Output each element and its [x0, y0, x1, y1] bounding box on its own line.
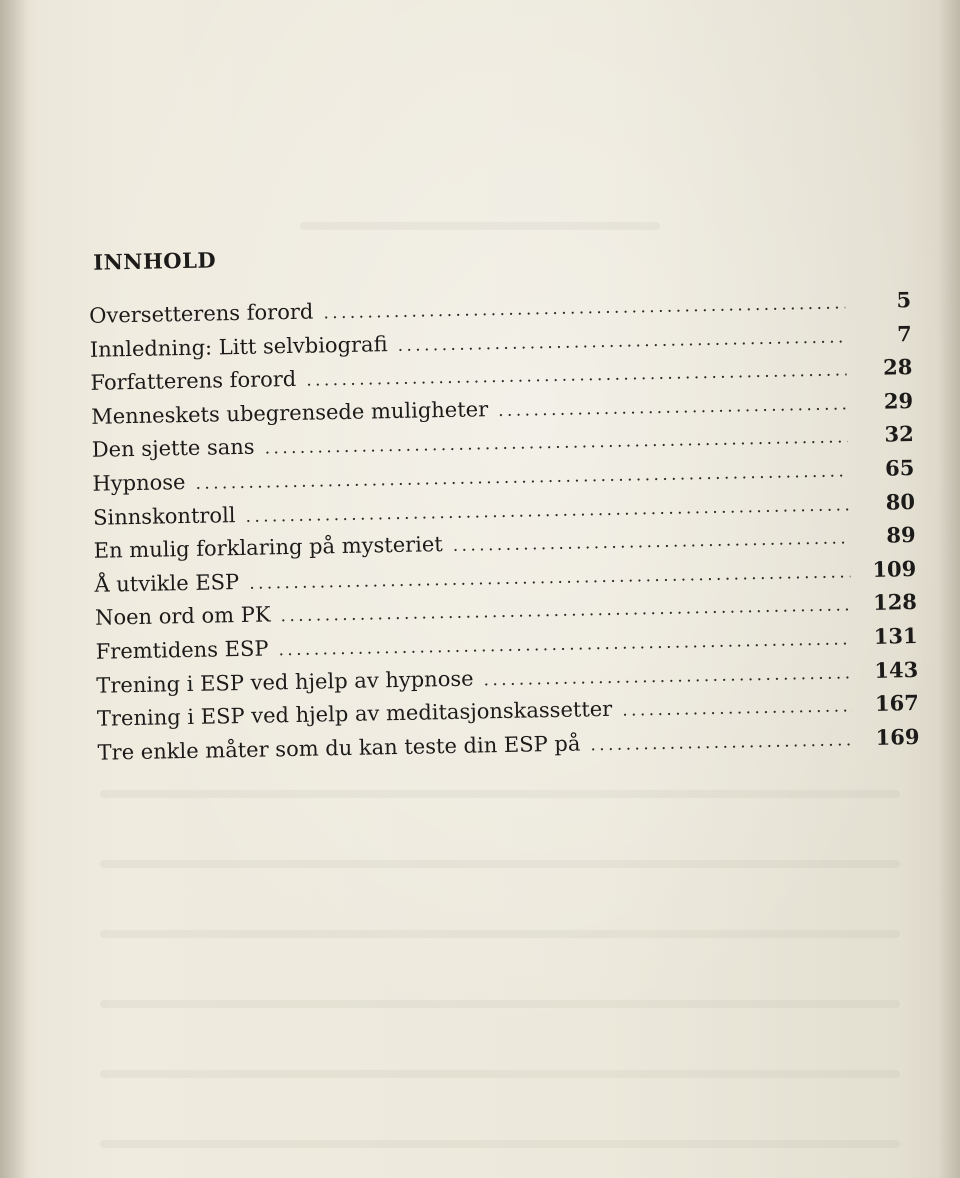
dot-leader [397, 327, 846, 356]
entry-title: Trening i ESP ved hjelp av meditasjonskassetter [96, 696, 613, 731]
entry-title: Å utvikle ESP [94, 569, 240, 597]
entry-title: Fremtidens ESP [95, 636, 269, 664]
page-number: 28 [882, 354, 913, 380]
dot-leader [323, 293, 845, 323]
page-number: 167 [874, 690, 920, 716]
dot-leader [249, 562, 850, 594]
dot-leader [453, 528, 850, 556]
entry-title: Oversetterens forord [89, 299, 314, 328]
page-number: 131 [873, 622, 918, 649]
entry-title: Den sjette sans [91, 435, 255, 463]
show-through [100, 930, 900, 938]
page-number: 109 [872, 555, 917, 582]
toc-title: INNHOLD [92, 247, 217, 275]
dot-leader [264, 428, 848, 459]
dot-leader [498, 394, 847, 421]
dot-leader [245, 495, 849, 527]
page-number: 5 [896, 287, 912, 313]
entry-title: Innledning: Litt selvbiografi [89, 331, 388, 362]
show-through [100, 1140, 900, 1148]
page-number: 7 [896, 320, 912, 346]
dot-leader [280, 596, 851, 627]
dot-leader [278, 629, 851, 660]
page-number: 128 [872, 589, 918, 616]
show-through [300, 222, 660, 230]
table-of-contents [80, 234, 920, 773]
entry-title: Forfatterens forord [90, 367, 297, 396]
dot-leader [590, 730, 854, 755]
show-through [100, 1070, 900, 1078]
page-number: 65 [884, 454, 915, 481]
show-through [100, 790, 900, 798]
entry-title: Trening i ESP ved hjelp av hypnose [96, 666, 474, 698]
dot-leader [195, 461, 848, 494]
entry-title: Menneskets ubegrensede muligheter [90, 396, 489, 429]
page-edge-shadow [938, 0, 960, 1178]
entry-title: En mulig forklaring på mysteriet [93, 532, 443, 563]
page-number: 143 [874, 656, 919, 683]
show-through [100, 860, 900, 868]
show-through [100, 1000, 900, 1008]
page-number: 29 [883, 387, 914, 414]
page-number: 169 [875, 723, 920, 750]
page-number: 89 [886, 522, 916, 548]
page-number: 80 [885, 488, 916, 515]
entry-title: Sinnskontroll [92, 502, 236, 530]
dot-leader [483, 663, 852, 690]
dot-leader [622, 696, 853, 720]
dot-leader [306, 360, 847, 390]
entry-title: Hypnose [92, 469, 186, 496]
toc-list [81, 287, 920, 773]
entry-title: Tre enkle måter som du kan teste din ESP på [97, 731, 581, 765]
entry-title: Noen ord om PK [94, 602, 271, 631]
spine-shadow [0, 0, 28, 1178]
page-number: 32 [884, 421, 914, 447]
